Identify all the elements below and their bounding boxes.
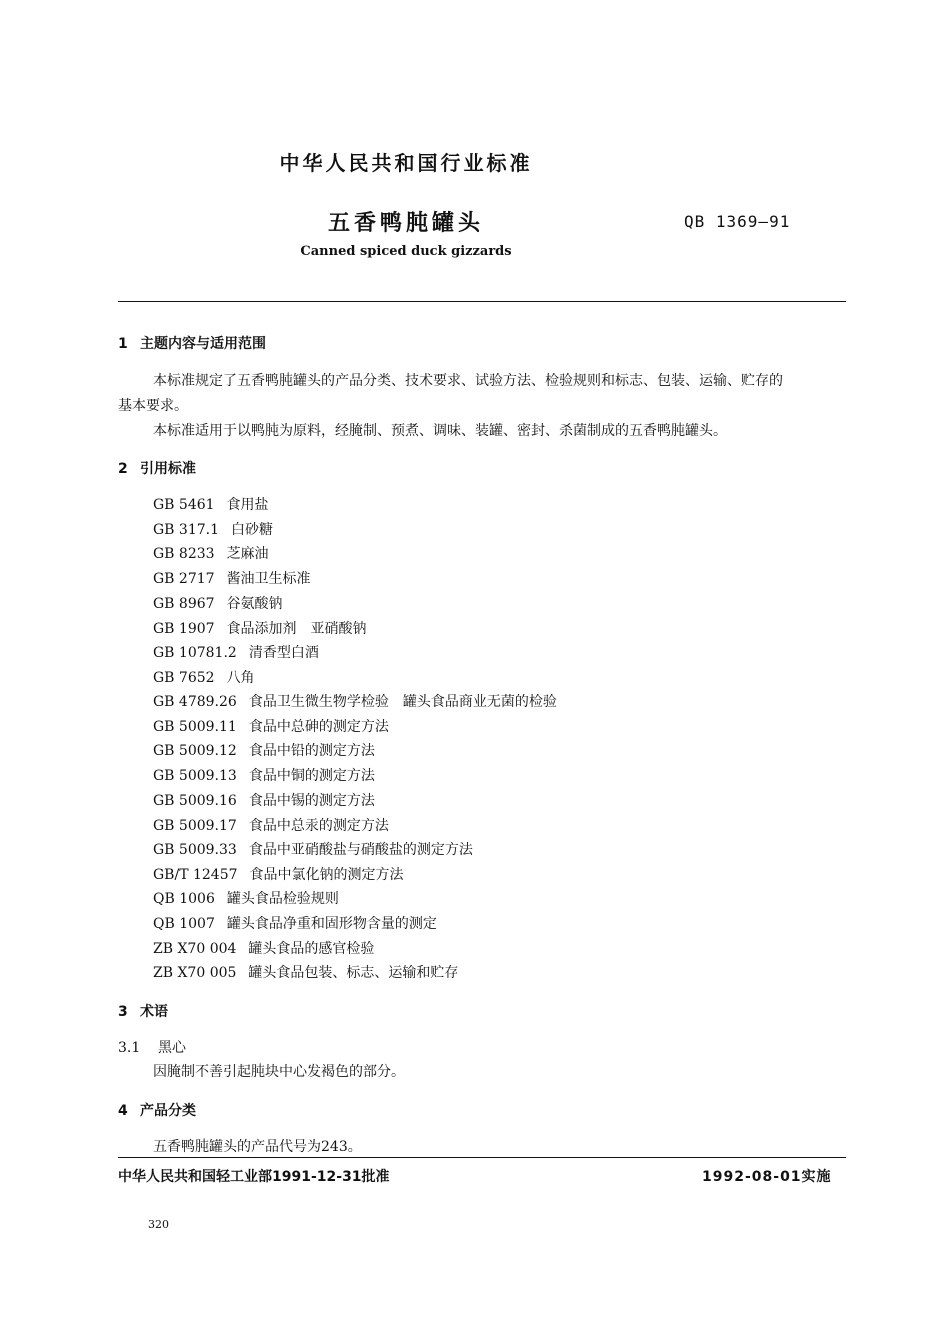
section-4-number: 4 xyxy=(118,1103,128,1119)
reference-item xyxy=(153,593,283,613)
reference-item xyxy=(153,568,311,588)
section-2-number: 2 xyxy=(118,461,128,477)
reference-code: QB 1006 xyxy=(153,891,215,907)
reference-code: GB 1907 xyxy=(153,621,215,637)
reference-title: 罐头食品净重和固形物含量的测定 xyxy=(226,916,437,932)
reference-code: GB 5009.16 xyxy=(153,793,237,809)
reference-title: 罐头食品检验规则 xyxy=(226,891,339,907)
section-4-heading xyxy=(118,1100,196,1120)
section-3-title: 术语 xyxy=(140,1004,168,1020)
reference-item xyxy=(153,765,375,785)
reference-item xyxy=(153,962,458,982)
reference-item xyxy=(153,494,269,514)
footer-divider xyxy=(118,1157,846,1158)
section-3-1-text: 因腌制不善引起肫块中心发褐色的部分。 xyxy=(153,1064,405,1080)
reference-item xyxy=(153,815,389,835)
section-3-1-number: 3.1 xyxy=(118,1040,141,1056)
section-3-1-heading xyxy=(118,1037,186,1057)
page-number: 320 xyxy=(148,1218,169,1231)
section-1-heading xyxy=(118,333,266,353)
reference-title: 罐头食品的感官检验 xyxy=(248,941,375,957)
reference-title: 食品中铜的测定方法 xyxy=(248,768,375,784)
reference-code: GB 7652 xyxy=(153,670,215,686)
reference-item xyxy=(153,740,375,760)
section-4-text: 五香鸭肫罐头的产品代号为243。 xyxy=(153,1139,362,1155)
reference-item xyxy=(153,642,319,662)
reference-title: 食品中氯化钠的测定方法 xyxy=(249,867,404,883)
section-4-title: 产品分类 xyxy=(140,1103,196,1119)
section-3-number: 3 xyxy=(118,1004,128,1020)
reference-code: GB 5461 xyxy=(153,497,215,513)
reference-item xyxy=(153,938,374,958)
standard-code: QB 1369—91 xyxy=(684,212,791,231)
reference-title: 食品添加剂 亚硝酸钠 xyxy=(226,621,367,637)
document-subtitle: Canned spiced duck gizzards xyxy=(300,244,512,259)
reference-code: GB 5009.17 xyxy=(153,818,237,834)
reference-title: 清香型白酒 xyxy=(248,645,319,661)
reference-item xyxy=(153,519,273,539)
reference-item xyxy=(153,543,269,563)
section-3-heading xyxy=(118,1001,168,1021)
section-2-heading xyxy=(118,458,196,478)
reference-item xyxy=(153,790,375,810)
reference-title: 谷氨酸钠 xyxy=(226,596,283,612)
reference-title: 食品中铅的测定方法 xyxy=(248,743,375,759)
document-title: 五香鸭肫罐头 xyxy=(327,211,484,236)
section-3-1-title: 黑心 xyxy=(158,1040,186,1056)
reference-item xyxy=(153,864,404,884)
reference-title: 食品中锡的测定方法 xyxy=(248,793,375,809)
reference-item xyxy=(153,716,389,736)
reference-code: QB 1007 xyxy=(153,916,215,932)
reference-code: GB/T 12457 xyxy=(153,867,238,883)
reference-code: GB 5009.12 xyxy=(153,743,237,759)
reference-code: GB 5009.13 xyxy=(153,768,237,784)
reference-code: GB 317.1 xyxy=(153,522,220,538)
approval-line: 中华人民共和国轻工业部1991-12-31批准 xyxy=(118,1169,390,1185)
section-1-number: 1 xyxy=(118,336,128,352)
reference-title: 食品中总砷的测定方法 xyxy=(248,719,389,735)
reference-title: 白砂糖 xyxy=(231,522,274,538)
reference-item xyxy=(153,913,437,933)
section-1-title: 主题内容与适用范围 xyxy=(140,336,266,352)
section-1-paragraph-1-line-1: 本标准规定了五香鸭肫罐头的产品分类、技术要求、试验方法、检验规则和标志、包装、运输、贮存的 xyxy=(153,373,783,389)
reference-title: 食用盐 xyxy=(226,497,269,513)
effective-date-line: 1992-08-01实施 xyxy=(702,1169,832,1185)
section-1-paragraph-2: 本标准适用于以鸭肫为原料，经腌制、预煮、调味、装罐、密封、杀菌制成的五香鸭肫罐头。 xyxy=(153,423,727,439)
reference-title: 食品卫生微生物学检验 罐头食品商业无菌的检验 xyxy=(248,694,557,710)
reference-title: 食品中总汞的测定方法 xyxy=(248,818,389,834)
reference-code: GB 2717 xyxy=(153,571,215,587)
reference-code: ZB X70 004 xyxy=(153,941,237,957)
reference-item xyxy=(153,839,473,859)
reference-code: GB 4789.26 xyxy=(153,694,237,710)
standard-type-heading: 中华人民共和国行业标准 xyxy=(279,151,533,175)
reference-item xyxy=(153,691,557,711)
reference-code: GB 5009.33 xyxy=(153,842,237,858)
reference-item xyxy=(153,667,255,687)
reference-title: 八角 xyxy=(226,670,255,686)
reference-title: 芝麻油 xyxy=(226,546,269,562)
section-1-paragraph-1-line-2: 基本要求。 xyxy=(118,398,188,414)
reference-title: 食品中亚硝酸盐与硝酸盐的测定方法 xyxy=(248,842,473,858)
reference-code: GB 5009.11 xyxy=(153,719,237,735)
reference-item xyxy=(153,618,367,638)
reference-title: 罐头食品包装、标志、运输和贮存 xyxy=(248,965,459,981)
header-divider xyxy=(118,301,846,302)
section-2-title: 引用标准 xyxy=(140,461,196,477)
reference-title: 酱油卫生标准 xyxy=(226,571,311,587)
reference-code: GB 10781.2 xyxy=(153,645,237,661)
reference-code: GB 8967 xyxy=(153,596,215,612)
reference-item xyxy=(153,888,339,908)
reference-code: GB 8233 xyxy=(153,546,215,562)
reference-code: ZB X70 005 xyxy=(153,965,237,981)
